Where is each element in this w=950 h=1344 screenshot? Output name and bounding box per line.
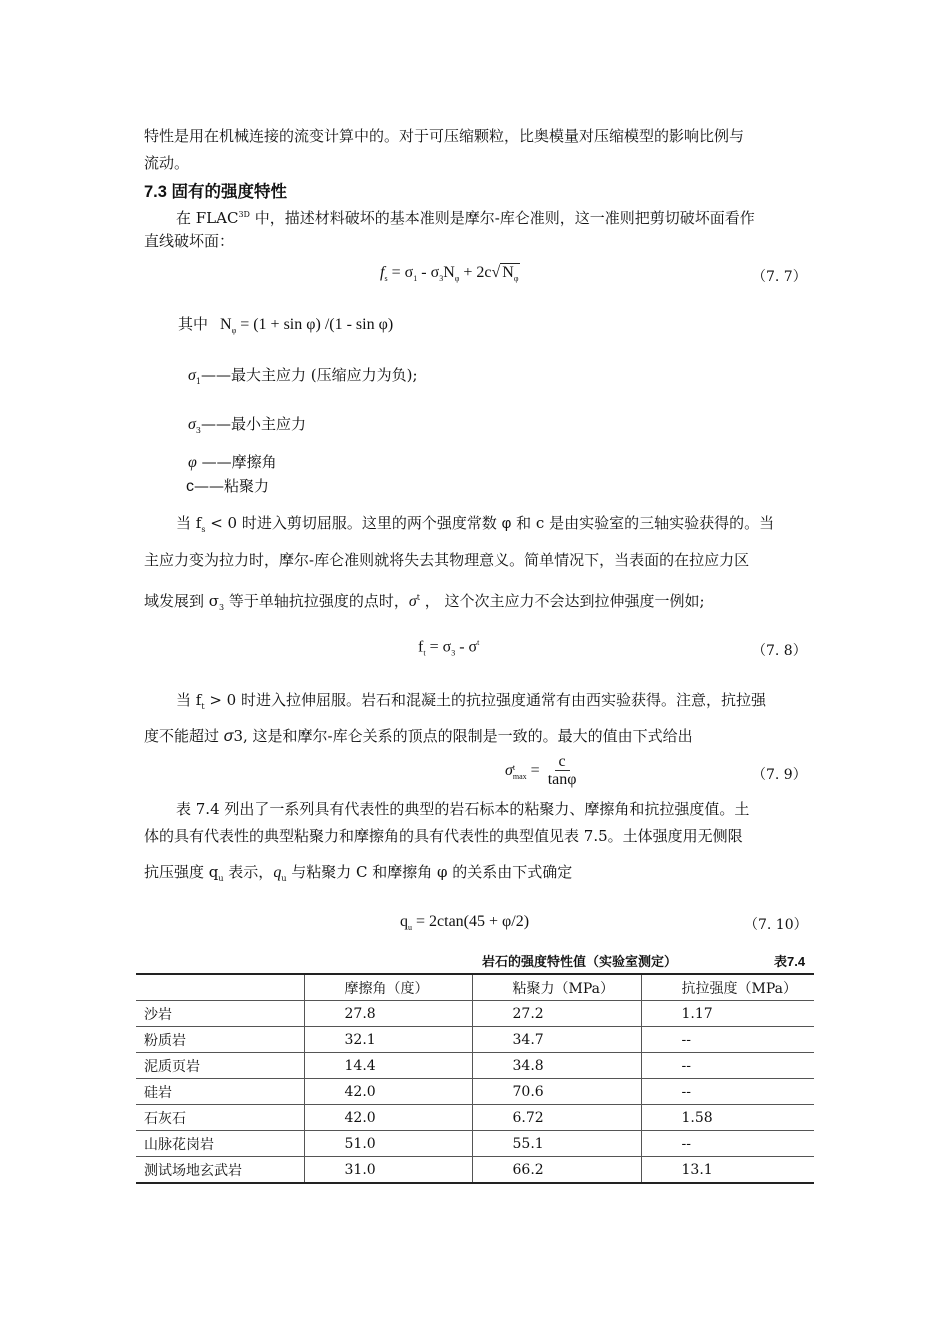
- table-row: [136, 1053, 814, 1079]
- eq-term: + 2c: [459, 264, 492, 281]
- text: 在 FLAC: [176, 209, 239, 227]
- table-row: [136, 1001, 814, 1027]
- definition-c: [186, 476, 269, 497]
- table-cell: 42.0: [304, 1079, 472, 1105]
- equation-7-9: [505, 754, 580, 789]
- definition-sigma3: [188, 414, 306, 441]
- table-cell: 31.0: [304, 1157, 472, 1184]
- table-cell: --: [641, 1027, 814, 1053]
- definition-text: ——最小主应力: [200, 415, 306, 433]
- eq-sub: u: [408, 923, 412, 933]
- text: 中，描述材料破坏的基本准则是摩尔-库仑准则，这一准则把剪切破坏面看作: [249, 209, 755, 227]
- table-cell: [136, 974, 304, 1001]
- table-cell: 硅岩: [136, 1079, 304, 1105]
- table-cell: 1.17: [641, 1001, 814, 1027]
- symbol-sub: u: [281, 874, 287, 883]
- table-body: [136, 974, 814, 1183]
- eq-sub: φ: [231, 326, 237, 336]
- definition-sigma1: [188, 365, 418, 392]
- table-cell: 42.0: [304, 1105, 472, 1131]
- symbol-sup: t: [416, 593, 420, 602]
- table-cell: 山脉花岗岩: [136, 1131, 304, 1157]
- equation-number: （7. 10）: [744, 917, 808, 933]
- table-cell: 70.6: [472, 1079, 641, 1105]
- table-cell: 51.0: [304, 1131, 472, 1157]
- table-cell: --: [641, 1079, 814, 1105]
- table-caption: 岩石的强度特性值（实验室测定）: [482, 954, 678, 969]
- section-heading: 7.3 固有的强度特性: [144, 183, 288, 201]
- table-cell: 55.1: [472, 1131, 641, 1157]
- eq-sup: t: [477, 638, 480, 647]
- table-header-row: [136, 974, 814, 1001]
- table-cell: 6.72: [472, 1105, 641, 1131]
- table-cell: 66.2: [472, 1157, 641, 1184]
- table-row: [136, 1131, 814, 1157]
- table-cell: 摩擦角（度）: [304, 974, 472, 1001]
- eq-sub: 3: [439, 274, 444, 284]
- symbol: σ: [408, 593, 417, 610]
- table-cell: 测试场地玄武岩: [136, 1157, 304, 1184]
- table-cell: --: [641, 1053, 814, 1079]
- eq-sub: 3: [451, 648, 456, 658]
- table-cell: 13.1: [641, 1157, 814, 1184]
- paragraph-line: 直线破坏面：: [144, 232, 235, 250]
- table-cell: 27.8: [304, 1001, 472, 1027]
- table-row: [136, 1105, 814, 1131]
- rock-strength-table: [136, 973, 814, 1184]
- eq-term: f: [418, 638, 424, 656]
- equation-number: （7. 8）: [752, 643, 807, 659]
- table-row: [136, 1157, 814, 1184]
- table-cell: 沙岩: [136, 1001, 304, 1027]
- definition-text: ——摩擦角: [196, 453, 277, 471]
- symbol-sub: s: [201, 525, 206, 534]
- eq-sub: t: [423, 648, 426, 658]
- equation-7-7: [380, 263, 520, 283]
- eq-term: =: [526, 762, 544, 780]
- eq-term: = (1 + sin φ) /(1 - sin φ): [236, 316, 394, 333]
- paragraph-line: 域发展到 $\sigma_3$ 等于单轴抗拉强度的点时，$\sigma^t$ ， 这个次主应力不会达到拉伸强度一例如;: [144, 592, 705, 612]
- paragraph-line: 体的具有代表性的典型粘聚力和摩擦角的具有代表性的典型值见表 7.5。土体强度用无侧限: [144, 827, 743, 845]
- eq-term: f: [380, 264, 385, 281]
- table-cell: 32.1: [304, 1027, 472, 1053]
- symbol: σ: [188, 367, 196, 384]
- table-cell: 泥质页岩: [136, 1053, 304, 1079]
- symbol: c: [186, 478, 194, 495]
- paragraph-line: 当 $f_t > 0$ 时进入拉伸屈服。岩石和混凝土的抗拉强度通常有由西实验获得。注意，抗拉强: [176, 691, 766, 711]
- eq-term: q: [400, 913, 408, 930]
- where-label: 其中: [178, 315, 209, 333]
- table-label: 表7.4: [774, 954, 806, 969]
- paragraph-line: 表 7.4 列出了一系列具有代表性的典型的岩石标本的粘聚力、摩擦角和抗拉强度值。土: [176, 800, 750, 818]
- paragraph-line: 特性是用在机械连接的流变计算中的。对于可压缩颗粒，比奥模量对压缩模型的影响比例与: [144, 127, 745, 145]
- paragraph-line: [176, 205, 755, 228]
- table-cell: 14.4: [304, 1053, 472, 1079]
- paragraph-line: 抗压强度 $q_u$ 表示，$q_u$ 与粘聚力 C 和摩擦角 φ 的关系由下式确定: [144, 863, 573, 883]
- table-cell: 34.7: [472, 1027, 641, 1053]
- eq-term: = 2ctan(45 + φ/2): [412, 913, 530, 930]
- paragraph-line: 主应力变为拉力时，摩尔-库仑准则就将失去其物理意义。简单情况下，当表面的在拉应力区: [144, 551, 750, 569]
- sqrt-body: $N_\varphi$: [502, 264, 519, 284]
- equation-7-10: [400, 913, 529, 932]
- paragraph-line: 当 $f_s < 0$ 时进入剪切屈服。这里的两个强度常数 φ 和 c 是由实验室的三轴实验获得的。当: [176, 514, 775, 534]
- equation-number: （7. 7）: [752, 269, 807, 285]
- definition-text: ——粘聚力: [194, 477, 270, 495]
- eq-fraction: $\frac{c}{\tan\varphi}$: [547, 753, 577, 788]
- table-cell: 34.8: [472, 1053, 641, 1079]
- sqrt-sign: √: [491, 264, 501, 281]
- definition-phi: [188, 452, 277, 473]
- table-cell: 粉质岩: [136, 1027, 304, 1053]
- symbol: σ: [223, 728, 234, 745]
- table-row: [136, 1079, 814, 1105]
- eq-term: = σ: [391, 264, 414, 281]
- eq-term: = σ: [425, 638, 452, 656]
- table-cell: --: [641, 1131, 814, 1157]
- definition-text: ——最大主应力 (压缩应力为负);: [200, 366, 418, 384]
- eq-term: - σ: [417, 264, 440, 281]
- paragraph-line: 流动。: [144, 154, 190, 172]
- symbol-sub: 3: [219, 603, 225, 612]
- equation-7-8: [418, 638, 479, 658]
- equation-number: （7. 9）: [752, 767, 807, 783]
- symbol-sub: u: [218, 874, 224, 883]
- table-cell: 1.58: [641, 1105, 814, 1131]
- symbol: φ: [188, 454, 197, 471]
- symbol: φ: [501, 515, 512, 532]
- eq-sub: 1: [413, 274, 418, 284]
- paragraph-line: 度不能超过 σ3, 这是和摩尔-库仑关系的顶点的限制是一致的。最大的值由下式给出: [144, 727, 693, 745]
- eq-term: N: [443, 264, 455, 281]
- table-cell: 27.2: [472, 1001, 641, 1027]
- symbol: q: [273, 864, 282, 881]
- symbol: σ: [188, 416, 196, 433]
- where-clause: [178, 314, 393, 341]
- superscript: 3D: [238, 210, 250, 219]
- symbol-sub: t: [201, 702, 205, 711]
- eq-term: N: [220, 316, 232, 333]
- table-cell: 抗拉强度（MPa）: [641, 974, 814, 1001]
- eq-sub: φ: [454, 274, 460, 284]
- eq-term: σ: [505, 762, 513, 780]
- eq-sub: s: [384, 274, 388, 284]
- table-cell: 粘聚力（MPa）: [472, 974, 641, 1001]
- eq-term: - σ: [455, 638, 478, 656]
- symbol-sub: 3: [195, 426, 201, 435]
- table-row: [136, 1027, 814, 1053]
- eq-scripts: t max: [512, 762, 527, 781]
- symbol-sub: 1: [195, 377, 201, 386]
- table-cell: 石灰石: [136, 1105, 304, 1131]
